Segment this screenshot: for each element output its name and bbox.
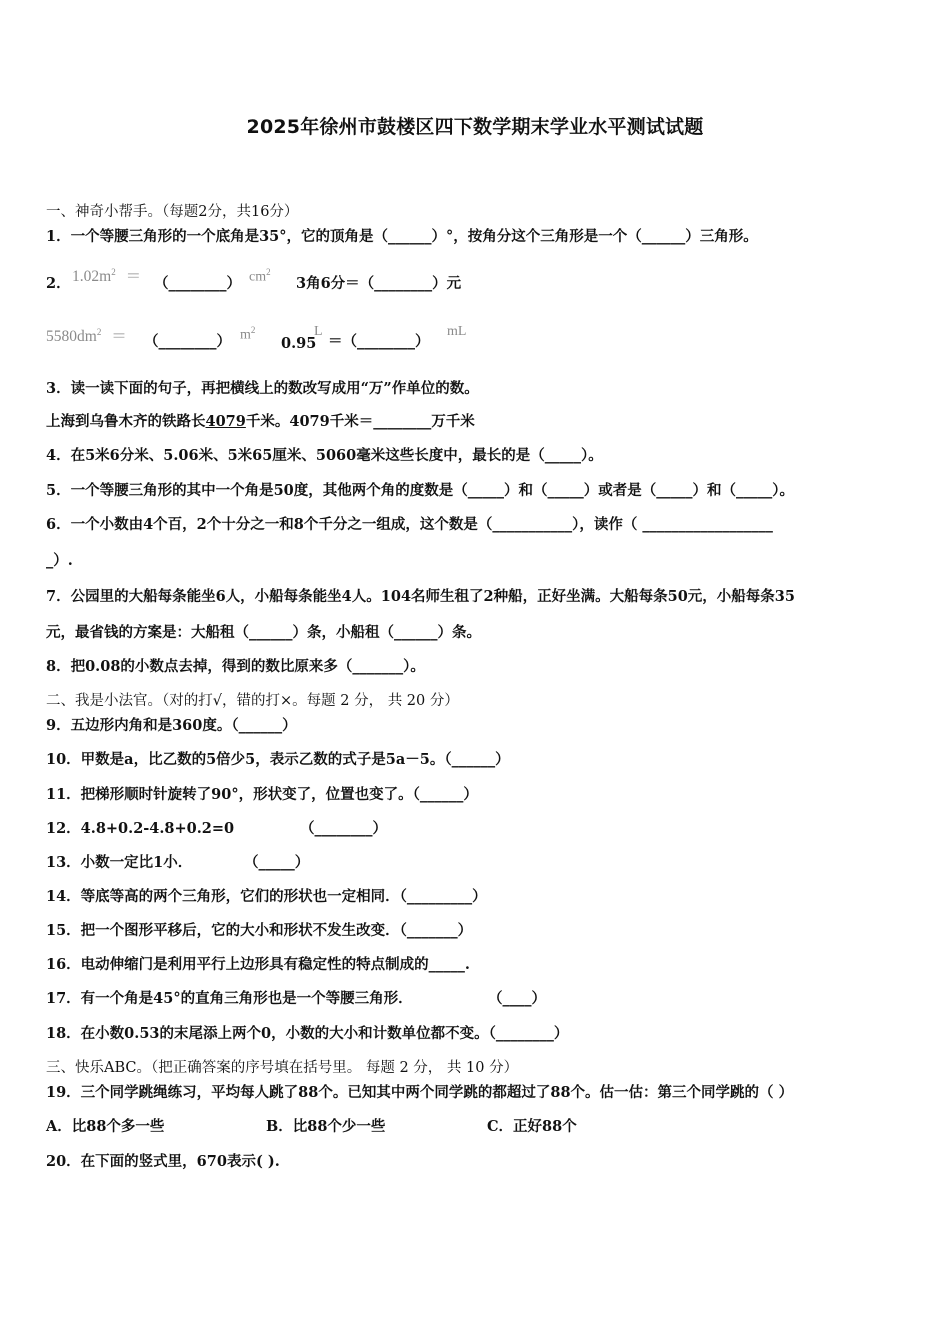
- question-19-option-a: A．比88个多一些: [46, 1118, 165, 1135]
- question-2-expr-a: $1.02m^2$ ＝: [72, 267, 142, 286]
- question-2-part-b: 3角6分＝（________）元: [296, 275, 462, 292]
- question-6: 6．一个小数由4个百，2个十分之一和8个千分之一组成，这个数是（___________），读作（ __________________: [46, 516, 773, 533]
- question-2-unit-c: $m^2$: [240, 325, 256, 343]
- question-14: 14．等底等高的两个三角形，它们的形状也一定相同．（_________）: [46, 888, 487, 905]
- question-2-part-d: ＝（________）: [328, 333, 430, 350]
- question-5: 5．一个等腰三角形的其中一个角是50度，其他两个角的度数是（_____）和（_____）或者是（_____）和（_____）。: [46, 482, 795, 499]
- question-11: 11．把梯形顺时针旋转了90°，形状变了，位置也变了。（______）: [46, 786, 478, 803]
- question-13-blank: （_____）: [244, 854, 310, 871]
- question-6-continued: _）.: [46, 552, 73, 569]
- section-2-heading: 二、我是小法官。（对的打√，错的打×。每题 2 分， 共 20 分）: [46, 693, 459, 709]
- question-15: 15．把一个图形平移后，它的大小和形状不发生改变．（_______）: [46, 922, 473, 939]
- question-12: 12．4.8+0.2-4.8+0.2=0: [46, 820, 235, 837]
- question-17-blank: （____）: [488, 990, 546, 1007]
- question-19-option-c: C．正好88个: [487, 1118, 577, 1135]
- question-2-expr-c: $5580dm^2$ ＝: [46, 327, 127, 346]
- question-7-continued: 元，最省钱的方案是：大船租（______）条，小船租（______）条。: [46, 624, 481, 641]
- question-9: 9．五边形内角和是360度。（______）: [46, 717, 297, 734]
- question-18: 18．在小数0.53的末尾添上两个0，小数的大小和计数单位都不变。（________）: [46, 1025, 569, 1042]
- question-2-blank-a: （________）: [154, 275, 241, 292]
- question-12-blank: （________）: [300, 820, 387, 837]
- question-16: 16．电动伸缩门是利用平行上边形具有稳定性的特点制成的_____.: [46, 956, 470, 973]
- question-3: 3．读一读下面的句子，再把横线上的数改写成用“万”作单位的数。: [46, 380, 479, 397]
- question-20: 20．在下面的竖式里，670表示( ).: [46, 1153, 280, 1170]
- question-2-unit-d2: mL: [447, 324, 467, 339]
- question-7: 7．公园里的大船每条能坐6人，小船每条能坐4人。104名师生租了2种船，正好坐满。大船每条50元，小船每条35: [46, 588, 795, 605]
- question-2-unit-a: $cm^2$: [249, 267, 271, 285]
- section-1-heading: 一、神奇小帮手。（每题2分，共16分）: [46, 204, 299, 220]
- question-2-number: 2．: [46, 275, 71, 292]
- question-19-option-b: B．比88个少一些: [266, 1118, 386, 1135]
- question-3-sentence: 上海到乌鲁木齐的铁路长4079千米。4079千米＝________万千米: [46, 413, 475, 430]
- question-17: 17．有一个角是45°的直角三角形也是一个等腰三角形．: [46, 990, 413, 1007]
- page-title: 2025年徐州市鼓楼区四下数学期末学业水平测试试题: [246, 116, 704, 138]
- question-2-blank-c: （________）: [144, 333, 231, 350]
- question-19: 19．三个同学跳绳练习，平均每人跳了88个。已知其中两个同学跳的都超过了88个。估一估：第三个同学跳的（ ）: [46, 1084, 794, 1101]
- question-2-num-d: 0.95: [281, 335, 317, 352]
- section-3-heading: 三、快乐ABC。（把正确答案的序号填在括号里。 每题 2 分， 共 10 分）: [46, 1060, 519, 1076]
- question-13: 13．小数一定比1小．: [46, 854, 193, 871]
- question-1: 1．一个等腰三角形的一个底角是35°，它的顶角是（______）°，按角分这个三角形是一个（______）三角形。: [46, 228, 758, 245]
- question-3-underlined-number: 4079: [205, 413, 246, 430]
- question-4: 4．在5米6分米、5.06米、5米65厘米、5060毫米这些长度中，最长的是（_____）。: [46, 447, 603, 464]
- question-10: 10．甲数是a，比乙数的5倍少5，表示乙数的式子是5a－5。（______）: [46, 751, 510, 768]
- question-8: 8．把0.08的小数点去掉，得到的数比原来多（_______）。: [46, 658, 425, 675]
- question-2-unit-d: L: [314, 324, 323, 339]
